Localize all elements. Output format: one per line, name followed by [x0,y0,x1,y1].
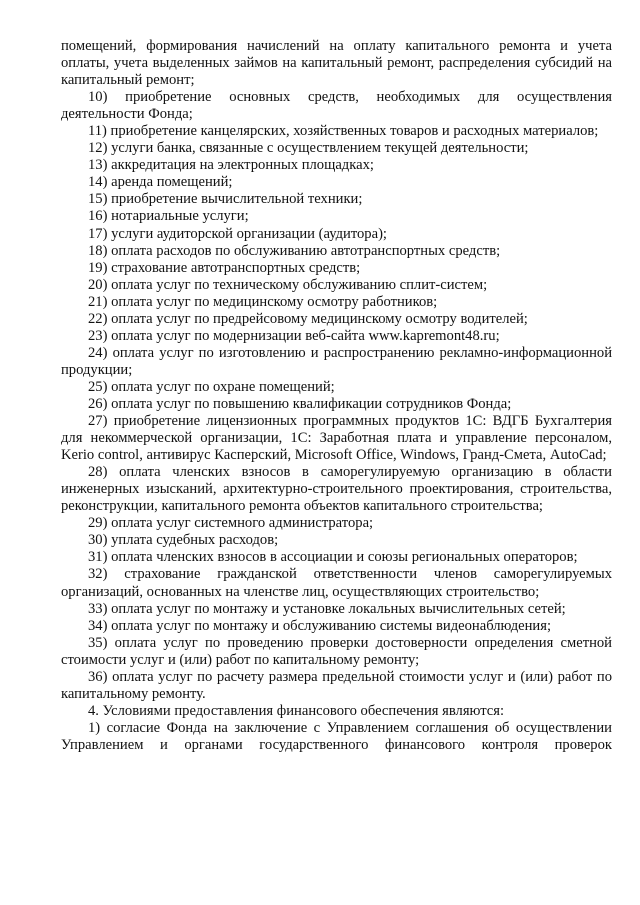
list-item-24: 24) оплата услуг по изготовлению и распространению рекламно-информационной продукции; [61,344,612,378]
list-item-30: 30) уплата судебных расходов; [88,532,279,549]
paragraph-continuation: помещений, формирования начислений на оплату капитального ремонта и учета оплаты, учета выделенных займов на капитальный ремонт, распределения субсидий на капитальный ремонт; [61,38,612,89]
list-item-21: 21) оплата услуг по медицинскому осмотру работников; [88,293,438,310]
list-item-28: 28) оплата членских взносов в саморегулируемую организацию в области инженерных изысканий, архитектурно-строительного проектирования, строительства, реконструкции, капитального ремонта объектов капитального строительства; [61,464,612,515]
list-item-25: 25) оплата услуг по охране помещений; [88,378,335,395]
list-item-33: 33) оплата услуг по монтажу и установке локальных вычислительных сетей; [88,600,566,617]
list-item-15: 15) приобретение вычислительной техники; [88,191,363,208]
list-item-14: 14) аренда помещений; [88,174,233,191]
condition-item-1: 1) согласие Фонда на заключение с Управлением соглашения об осуществлении Управлением и органами государственного финансового контроля проверок [61,719,612,753]
list-item-19: 19) страхование автотранспортных средств; [88,259,361,276]
list-item-13: 13) аккредитация на электронных площадках; [88,157,374,174]
list-item-27: 27) приобретение лицензионных программных продуктов 1С: ВДГБ Бухгалтерия для некоммерческой организации, 1С: Заработная плата и управление персоналом, Kerio control, антивирус Касперский, Microsoft Office, Windows, Гранд-Смета, AutoCad; [61,413,612,464]
list-item-35: 35) оплата услуг по проведению проверки достоверности определения сметной стоимости услуг и (или) работ по капитальному ремонту; [61,634,612,668]
list-item-12: 12) услуги банка, связанные с осуществлением текущей деятельности; [88,140,529,157]
list-item-26: 26) оплата услуг по повышению квалификации сотрудников Фонда; [88,395,512,412]
list-item-22: 22) оплата услуг по предрейсовому медицинскому осмотру водителей; [88,310,528,327]
list-item-17: 17) услуги аудиторской организации (аудитора); [88,225,387,242]
list-item-16: 16) нотариальные услуги; [88,208,249,225]
list-item-10: 10) приобретение основных средств, необходимых для осуществления деятельности Фонда; [61,89,612,123]
list-item-23: 23) оплата услуг по модернизации веб-сайта www.kapremont48.ru; [88,327,500,344]
section-4-heading: 4. Условиями предоставления финансового обеспечения являются: [88,702,505,719]
list-item-20: 20) оплата услуг по техническому обслуживанию сплит-систем; [88,276,488,293]
list-item-11: 11) приобретение канцелярских, хозяйственных товаров и расходных материалов; [88,123,599,140]
list-item-31: 31) оплата членских взносов в ассоциации и союзы региональных операторов; [88,549,578,566]
list-item-34: 34) оплата услуг по монтажу и обслуживанию системы видеонаблюдения; [88,617,551,634]
list-item-18: 18) оплата расходов по обслуживанию автотранспортных средств; [88,242,501,259]
list-item-36: 36) оплата услуг по расчету размера предельной стоимости услуг и (или) работ по капитальному ремонту. [61,668,612,702]
list-item-32: 32) страхование гражданской ответственности членов саморегулируемых организаций, основанных на членстве лиц, осуществляющих строительство; [61,566,612,600]
list-item-29: 29) оплата услуг системного администратора; [88,515,374,532]
